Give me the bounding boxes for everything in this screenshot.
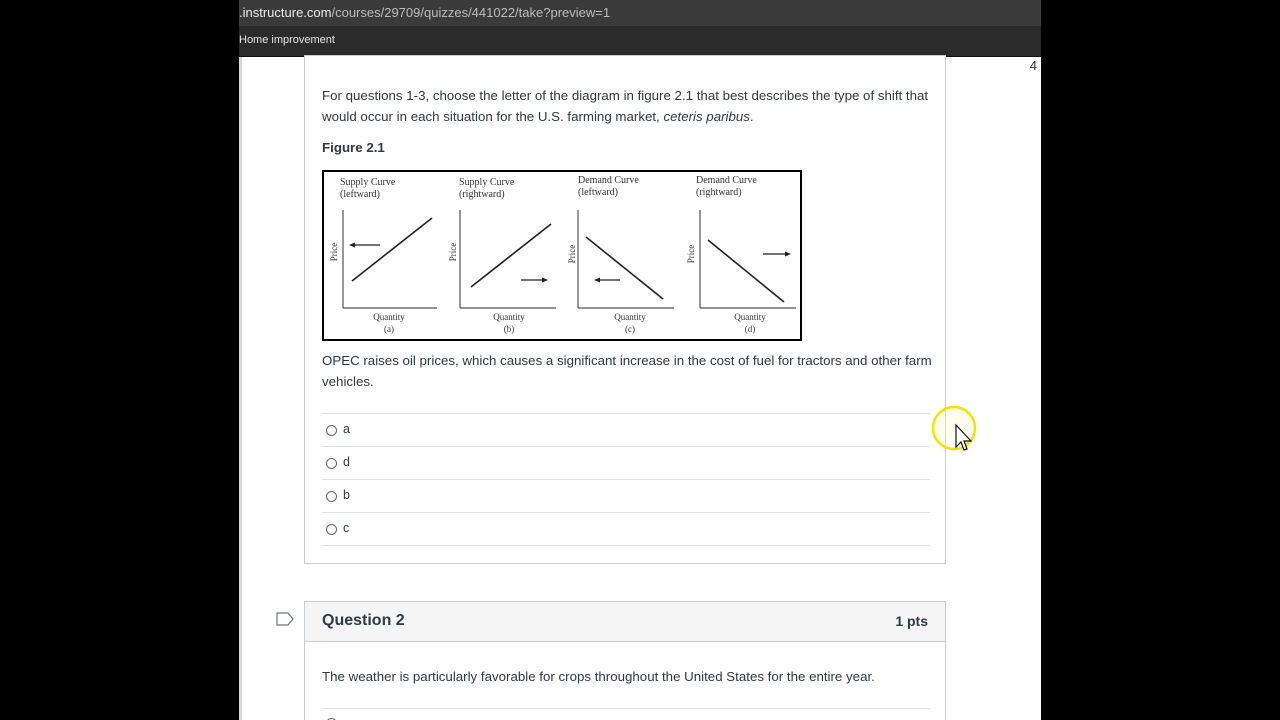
panel-d-letter: (d) <box>744 324 756 334</box>
panel-d-arrowhead <box>785 252 791 257</box>
mouse-cursor-icon <box>932 403 980 455</box>
figure-2-1 <box>322 170 802 341</box>
panel-c <box>567 175 674 334</box>
answer-label[interactable]: b <box>343 488 350 502</box>
answer-list <box>322 413 930 546</box>
panel-a-supply-curve <box>352 218 432 281</box>
panel-c-xlabel: Quantity <box>614 312 646 322</box>
bookmark-home-improvement[interactable]: Home improvement <box>239 34 335 46</box>
figure-title: Figure 2.1 <box>322 140 385 155</box>
panel-a-arrowhead <box>349 243 355 248</box>
panel-b-xlabel: Quantity <box>493 312 525 322</box>
panel-c-letter: (c) <box>625 324 635 334</box>
page-number: 4 <box>1029 58 1037 73</box>
answer-option-c[interactable] <box>322 512 930 546</box>
question-2-title: Question 2 <box>322 612 405 629</box>
panel-d <box>686 175 796 334</box>
page-left-edge <box>239 57 242 720</box>
instructions-end: . <box>749 108 754 124</box>
panel-b-ylabel: Price <box>448 242 458 262</box>
panel-b-letter: (b) <box>503 324 515 334</box>
panel-b <box>448 177 556 334</box>
url-host: .instructure.com <box>239 5 332 20</box>
panel-d-ylabel: Price <box>686 244 696 264</box>
panel-a-title-1: Supply Curve <box>340 177 396 188</box>
answer-label[interactable]: a <box>343 422 350 436</box>
radio-button[interactable] <box>326 425 337 436</box>
shift-diagrams <box>324 172 800 339</box>
url-path: /courses/29709/quizzes/441022/take?preview=1 <box>331 5 611 20</box>
question-2-header <box>305 602 945 642</box>
panel-a-ylabel: Price <box>329 242 339 262</box>
answer-option-a[interactable] <box>322 413 930 446</box>
panel-d-title-1: Demand Curve <box>696 175 757 186</box>
panel-d-title-2: (rightward) <box>696 187 742 198</box>
quiz-page <box>239 57 1041 720</box>
panel-b-supply-curve <box>471 224 551 287</box>
question-2-points: 1 pts <box>895 613 928 629</box>
radio-button[interactable] <box>326 491 337 502</box>
panel-a <box>329 177 437 334</box>
radio-button[interactable] <box>326 458 337 469</box>
answer-option-partial[interactable] <box>322 708 930 720</box>
answer-option-b[interactable] <box>322 479 930 512</box>
panel-c-demand-curve <box>586 237 663 299</box>
flag-question-icon[interactable] <box>276 612 294 626</box>
panel-c-arrowhead <box>594 278 600 283</box>
radio-button[interactable] <box>326 524 337 535</box>
panel-a-title-2: (leftward) <box>340 189 380 200</box>
instructions-text: For questions 1-3, choose the letter of the diagram in figure 2.1 that best describes the type of shift that would occur in each situation for the U.S. farming market, <box>322 88 929 124</box>
instructions-emphasis: ceteris paribus <box>663 108 750 124</box>
panel-d-demand-curve <box>708 240 784 302</box>
panel-a-letter: (a) <box>384 324 394 334</box>
panel-c-title-1: Demand Curve <box>578 175 639 186</box>
answer-label[interactable]: c <box>343 521 350 535</box>
question-instructions <box>322 86 932 127</box>
answer-option-d[interactable] <box>322 446 930 479</box>
question-scenario: OPEC raises oil prices, which causes a significant increase in the cost of fuel for tractors and other farm vehicles. <box>322 353 932 389</box>
panel-b-title-2: (rightward) <box>459 189 505 200</box>
panel-b-arrowhead <box>542 278 548 283</box>
question-2-text: The weather is particularly favorable for crops throughout the United States for the entire year. <box>322 669 875 684</box>
panel-a-xlabel: Quantity <box>373 312 405 322</box>
question-2-card <box>304 601 946 720</box>
panel-c-ylabel: Price <box>567 244 577 264</box>
question-1-card <box>304 55 946 564</box>
panel-b-title-1: Supply Curve <box>459 177 515 188</box>
bookmarks-bar <box>239 26 1041 57</box>
panel-c-title-2: (leftward) <box>578 187 618 198</box>
answer-label[interactable]: d <box>343 455 350 469</box>
address-bar[interactable] <box>239 0 1041 26</box>
browser-window <box>239 0 1041 720</box>
panel-d-xlabel: Quantity <box>734 312 766 322</box>
